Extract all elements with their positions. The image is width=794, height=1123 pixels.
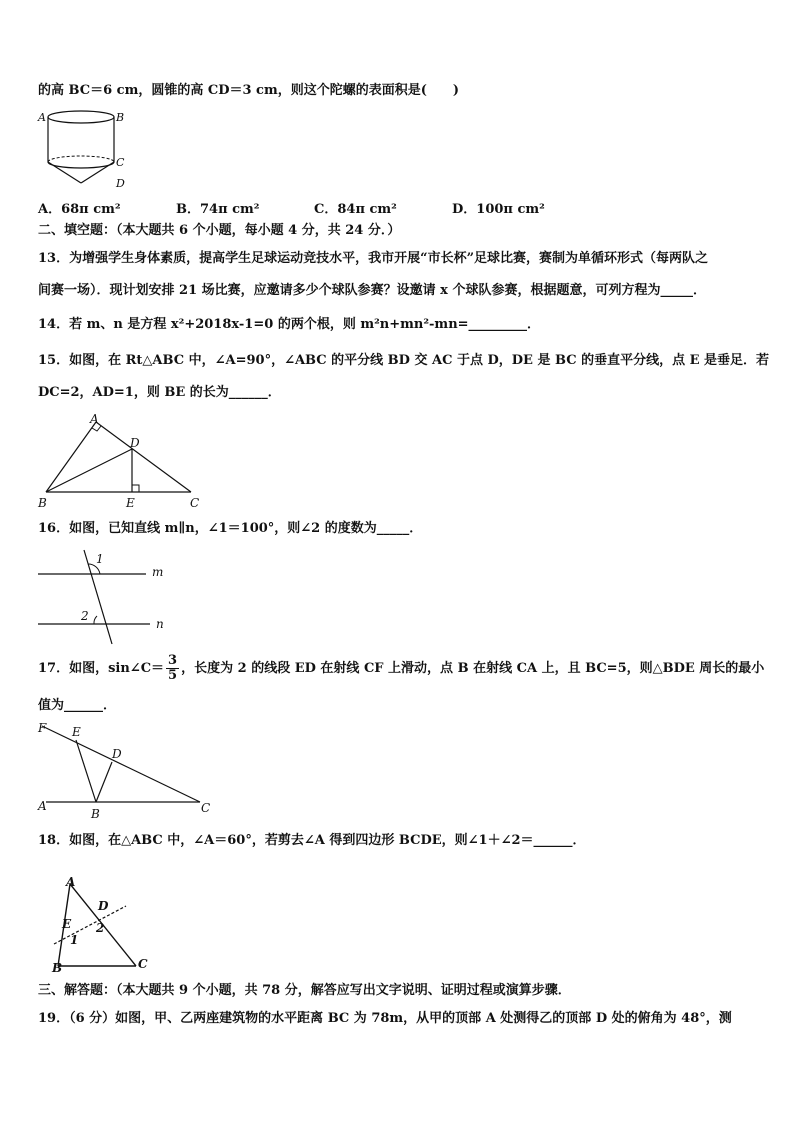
q18-label-A: A [66, 875, 76, 889]
q17-label-B: B [91, 807, 100, 821]
q17-label-A: A [38, 799, 47, 813]
q17-figure-rays [36, 720, 216, 822]
section3-heading: 三、解答题：（本大题共 9 个小题，共 78 分，解答应写出文字说明、证明过程或演算步骤． [38, 983, 571, 998]
q12-label-A: A [38, 111, 46, 124]
q17-text-line2: 值为______． [38, 698, 117, 713]
q16-label-m: m [152, 565, 164, 579]
q12-figure-top-cone [36, 108, 126, 190]
q17-label-E: E [72, 725, 81, 739]
q15-label-D: D [130, 436, 140, 450]
section2-heading: 二、填空题：（本大题共 6 个小题，每小题 4 分，共 24 分．） [38, 223, 401, 238]
q17-text-suffix: ，长度为 2 的线段 ED 在射线 CF 上滑动，点 B 在射线 CA 上，且 BC=5，则△BDE 周长的最小 [181, 661, 765, 676]
q16-angle1-label: 1 [96, 552, 104, 566]
q12-label-D: D [116, 177, 125, 190]
q12-option-a: A．68π cm² [38, 202, 121, 217]
q19-text: 19．（6 分）如图，甲、乙两座建筑物的水平距离 BC 为 78m，从甲的顶部 A 处测得乙的顶部 D 处的俯角为 48°，测 [38, 1011, 732, 1026]
q16-label-n: n [156, 617, 164, 631]
q16-figure-parallel-lines [36, 546, 176, 646]
q16-text: 16．如图，已知直线 m∥n，∠1＝100°，则∠2 的度数为_____． [38, 521, 423, 536]
q15-text-line1: 15．如图，在 Rt△ABC 中，∠A=90°，∠ABC 的平分线 BD 交 AC 于点 D，DE 是 BC 的垂直平分线，点 E 是垂足．若 [38, 353, 770, 368]
q14-text: 14．若 m、n 是方程 x²+2018x-1=0 的两个根，则 m²n+mn²-mn=_________． [38, 317, 541, 332]
q16-angle2-label: 2 [81, 609, 89, 623]
q12-option-d: D．100π cm² [452, 202, 545, 217]
q12-label-B: B [116, 111, 125, 124]
q17-label-F: F [38, 721, 47, 735]
q13-text-line1: 13．为增强学生身体素质，提高学生足球运动竞技水平，我市开展“市长杯”足球比赛，赛制为单循环形式（每两队之 [38, 251, 709, 266]
q17-label-D: D [112, 747, 122, 761]
q15-label-B: B [38, 496, 47, 510]
q17-label-C: C [201, 801, 211, 815]
q12-option-b: B．74π cm² [176, 202, 260, 217]
q15-figure-triangle [36, 412, 206, 512]
q17-text-prefix: 17．如图，sin∠C＝ [38, 661, 165, 676]
q18-text: 18．如图，在△ABC 中，∠A＝60°，若剪去∠A 得到四边形 BCDE，则∠1＋∠2＝______． [38, 833, 586, 848]
q15-label-E: E [126, 496, 135, 510]
q18-figure-cut-triangle [46, 874, 156, 974]
q18-label-D: D [98, 899, 109, 913]
q18-label-B: B [52, 961, 63, 975]
q18-label-E: E [62, 917, 72, 931]
q12-label-C: C [116, 156, 125, 169]
q18-angle1-label: 1 [70, 933, 79, 947]
q13-text-line2: 间赛一场）．现计划安排 21 场比赛，应邀请多少个球队参赛？设邀请 x 个球队参赛，根据题意，可列方程为_____． [38, 283, 706, 298]
q15-text-line2: DC=2，AD=1，则 BE 的长为______． [38, 385, 281, 400]
q12-text-line1: 的高 BC＝6 cm，圆锥的高 CD＝3 cm，则这个陀螺的表面积是( ) [38, 83, 460, 98]
q17-fraction [166, 654, 179, 683]
q17-fraction-denominator: 5 [168, 668, 178, 683]
q18-angle2-label: 2 [96, 921, 105, 935]
q15-label-A: A [90, 412, 99, 426]
q18-label-C: C [138, 957, 148, 971]
q12-option-c: C．84π cm² [314, 202, 397, 217]
q17-fraction-numerator: 3 [168, 653, 178, 668]
q15-label-C: C [190, 496, 200, 510]
q17-text-line1 [38, 650, 764, 688]
